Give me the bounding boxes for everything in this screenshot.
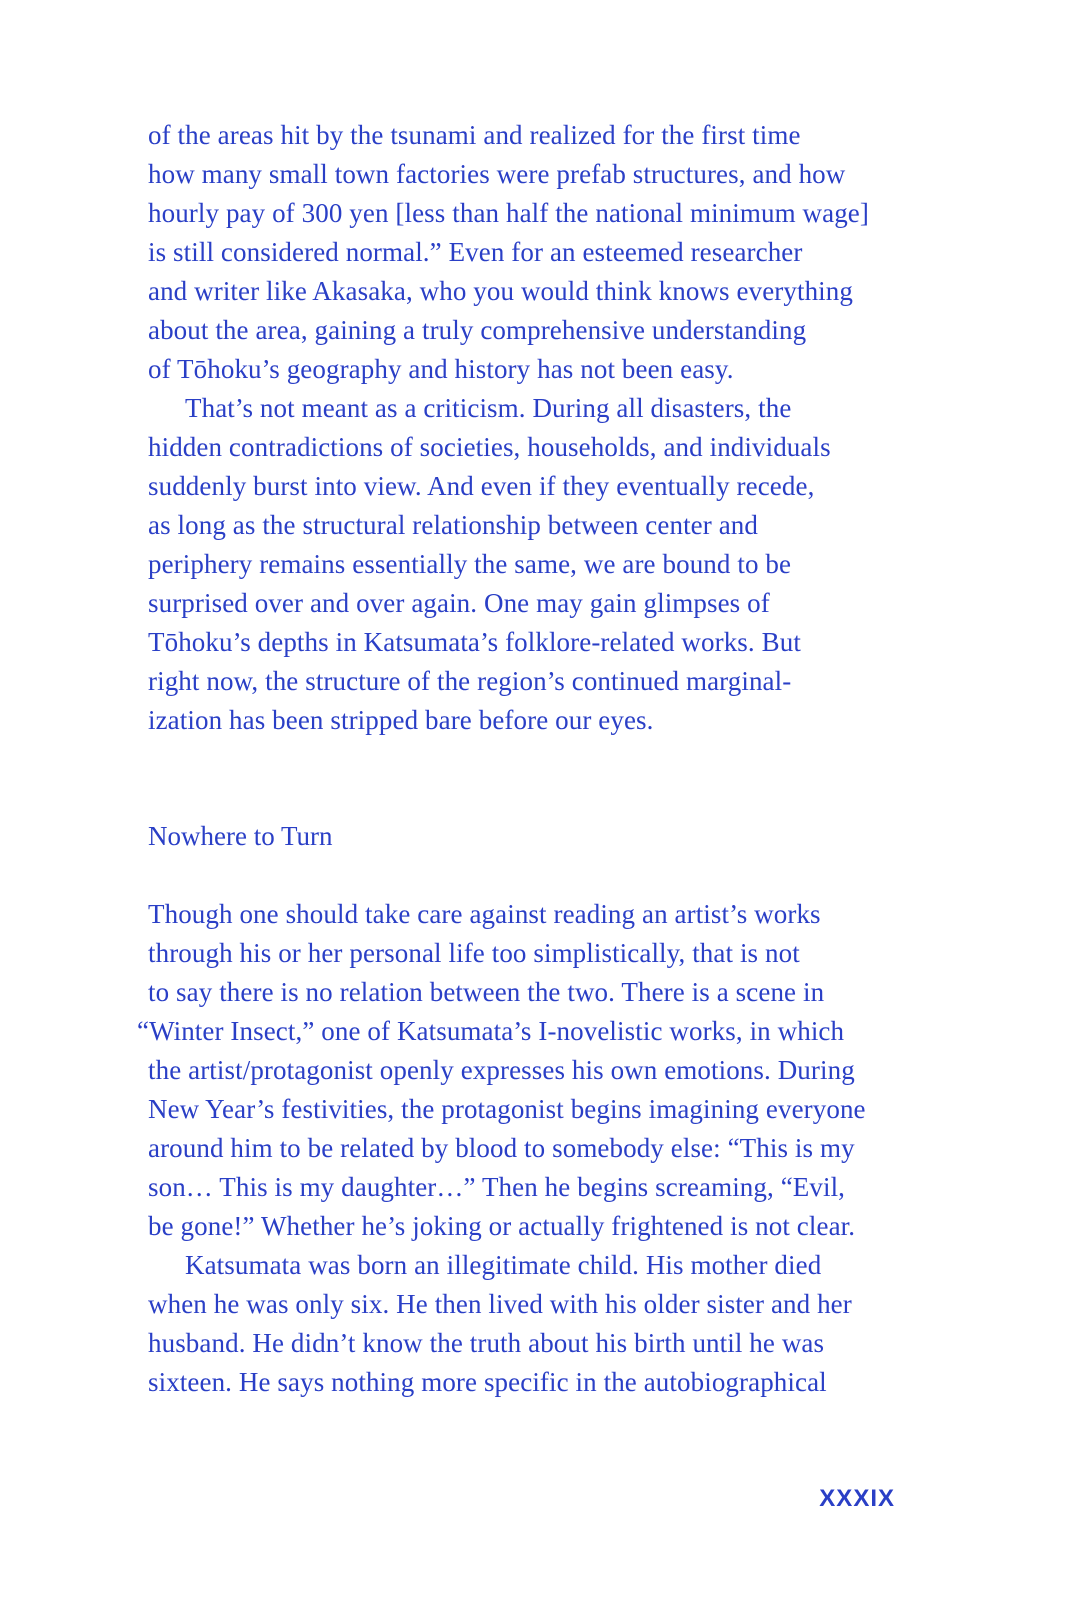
text-line: through his or her personal life too simplistically, that is not [148,938,800,968]
text-line: of Tōhoku’s geography and history has not been easy. [148,354,734,384]
text-line: right now, the structure of the region’s continued marginal- [148,666,792,696]
text-line: of the areas hit by the tsunami and realized for the first time [148,120,801,150]
text-line: suddenly burst into view. And even if they eventually recede, [148,471,815,501]
text-line: hourly pay of 300 yen [less than half the national minimum wage] [148,198,869,228]
text-line: around him to be related by blood to somebody else: “This is my [148,1133,855,1163]
page-number: XXXIX [819,1485,895,1512]
text-line: surprised over and over again. One may gain glimpses of [148,588,770,618]
text-line: husband. He didn’t know the truth about his birth until he was [148,1328,825,1358]
text-line: to say there is no relation between the two. There is a scene in [148,977,825,1007]
text-line: be gone!” Whether he’s joking or actually frightened is not clear. [148,1211,856,1241]
text-line: Tōhoku’s depths in Katsumata’s folklore-related works. But [148,627,801,657]
text-line: Katsumata was born an illegitimate child. His mother died [185,1250,822,1280]
text-line: the artist/protagonist openly expresses his own emotions. During [148,1055,855,1085]
text-line: “Winter Insect,” one of Katsumata’s I-novelistic works, in which [137,1016,845,1046]
text-line: how many small town factories were prefab structures, and how [148,159,846,189]
text-line: New Year’s festivities, the protagonist begins imagining everyone [148,1094,866,1124]
text-line: when he was only six. He then lived with his older sister and her [148,1289,852,1319]
section-heading: Nowhere to Turn [148,821,333,851]
text-line: and writer like Akasaka, who you would think knows everything [148,276,853,306]
text-line: hidden contradictions of societies, households, and individuals [148,432,831,462]
text-line: ization has been stripped bare before our eyes. [148,705,654,735]
text-line: periphery remains essentially the same, we are bound to be [148,549,792,579]
text-line: about the area, gaining a truly comprehensive understanding [148,315,807,345]
text-line: sixteen. He says nothing more specific in the autobiographical [148,1367,827,1397]
text-line: as long as the structural relationship between center and [148,510,758,540]
text-line: is still considered normal.” Even for an esteemed researcher [148,237,803,267]
text-line: That’s not meant as a criticism. During all disasters, the [185,393,792,423]
text-line: son… This is my daughter…” Then he begins screaming, “Evil, [148,1172,846,1202]
text-line: Though one should take care against reading an artist’s works [148,899,821,929]
